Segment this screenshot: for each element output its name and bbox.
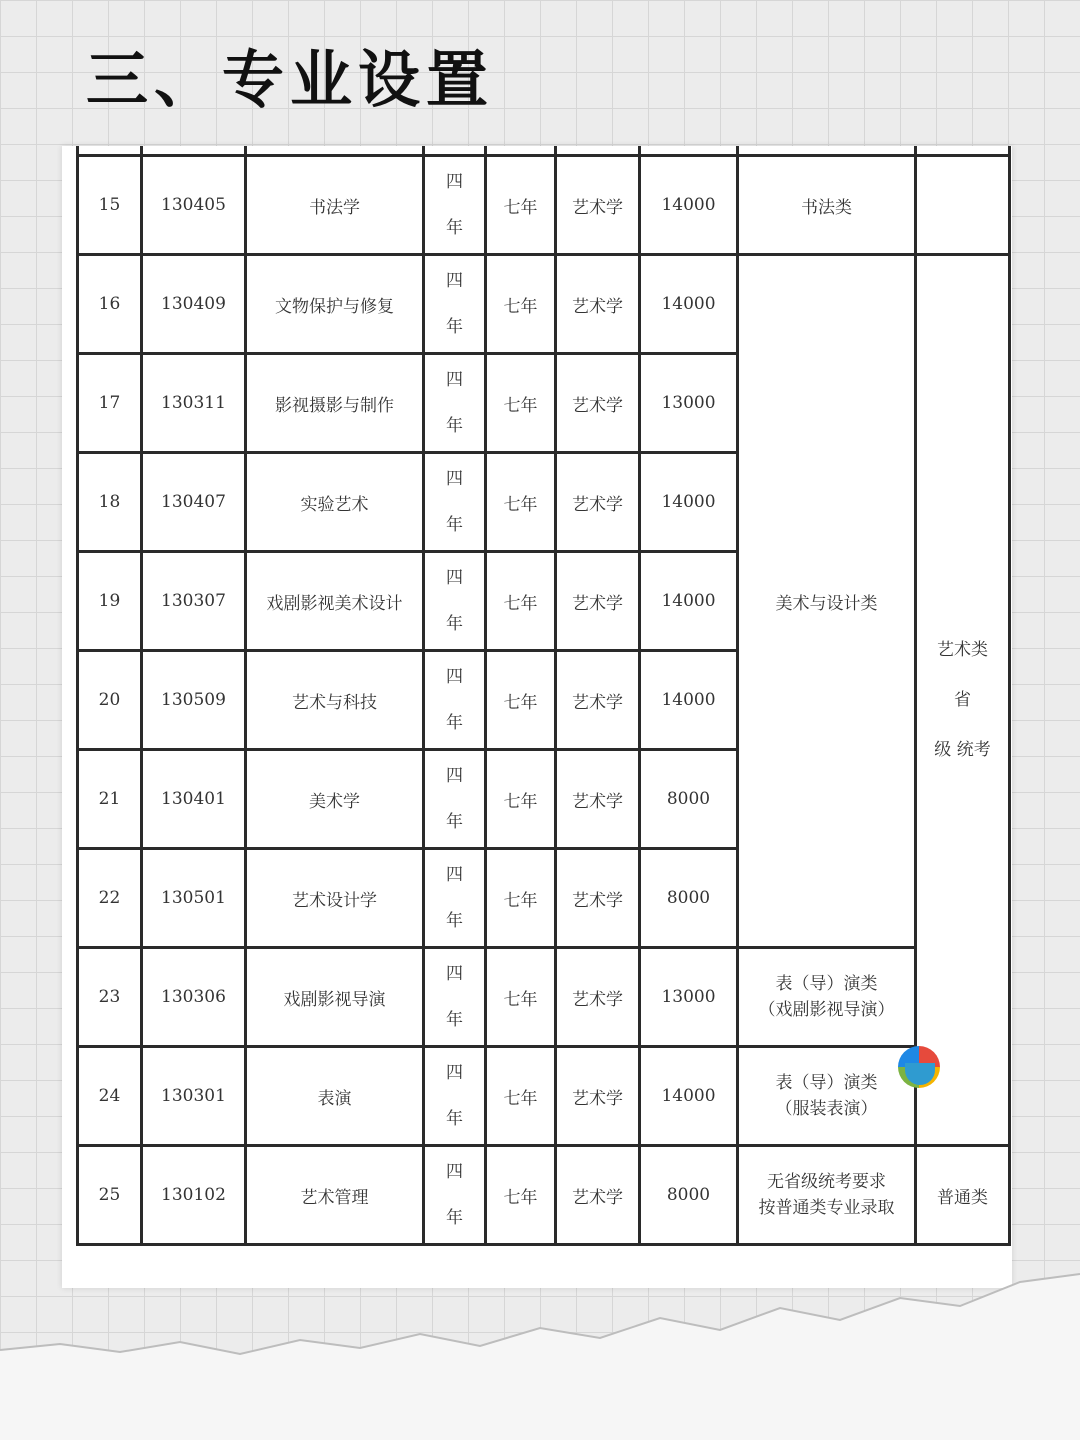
exam-category-line2: （服装表演） [775,1099,878,1119]
degree-length: 七年 [486,849,556,948]
program-type-bottom: 年 [446,812,463,832]
program-type-top: 四 [446,1162,463,1182]
major-name: 文物保护与修复 [246,255,424,354]
program-type-bottom: 年 [446,317,463,337]
major-code: 130501 [142,849,246,948]
discipline-category: 艺术学 [556,1047,640,1146]
tuition-fee: 14000 [640,156,738,255]
exam-category-line2: 按普通类专业录取 [758,1198,895,1218]
major-code: 130401 [142,750,246,849]
row-number: 24 [78,1047,142,1146]
major-name: 实验艺术 [246,453,424,552]
table-body [78,146,1010,1245]
program-type-bottom: 年 [446,1109,463,1129]
major-code: 130301 [142,1047,246,1146]
major-code: 130405 [142,156,246,255]
major-name: 戏剧影视美术设计 [246,552,424,651]
major-name: 艺术管理 [246,1146,424,1245]
program-type-bottom: 年 [446,416,463,436]
row-number: 15 [78,156,142,255]
tuition-fee: 14000 [640,255,738,354]
tuition-fee: 14000 [640,651,738,750]
exam-category-calligraphy: 书法类 [738,156,916,255]
program-type-top: 四 [446,370,463,390]
program-type-top: 四 [446,172,463,192]
row-number: 19 [78,552,142,651]
discipline-category: 艺术学 [556,552,640,651]
exam-category-none [738,1146,916,1245]
row-number: 23 [78,948,142,1047]
program-type [424,1047,486,1146]
discipline-category: 艺术学 [556,255,640,354]
discipline-category: 艺术学 [556,948,640,1047]
major-code: 130407 [142,453,246,552]
major-code: 130306 [142,948,246,1047]
degree-length: 七年 [486,255,556,354]
degree-length: 七年 [486,1146,556,1245]
major-code: 130307 [142,552,246,651]
tuition-fee: 8000 [640,849,738,948]
table-row [78,1146,1010,1245]
program-type [424,255,486,354]
discipline-category: 艺术学 [556,453,640,552]
tuition-fee: 14000 [640,552,738,651]
program-type [424,849,486,948]
degree-length: 七年 [486,354,556,453]
major-name: 影视摄影与制作 [246,354,424,453]
exam-group-art-line2: 省 [954,690,971,710]
degree-length: 七年 [486,453,556,552]
degree-length: 七年 [486,552,556,651]
exam-category-performance [738,1047,916,1146]
major-name: 戏剧影视导演 [246,948,424,1047]
program-type [424,948,486,1047]
program-type-bottom: 年 [446,911,463,931]
program-type-bottom: 年 [446,614,463,634]
row-number: 21 [78,750,142,849]
tuition-fee: 14000 [640,453,738,552]
tuition-fee: 13000 [640,948,738,1047]
major-code: 130509 [142,651,246,750]
program-type-top: 四 [446,766,463,786]
table-row [78,948,1010,1047]
degree-length: 七年 [486,651,556,750]
row-number: 22 [78,849,142,948]
page-title: 三、专业设置 [86,43,495,116]
major-name: 艺术设计学 [246,849,424,948]
exam-category-line1: 无省级统考要求 [767,1172,886,1192]
row-number: 18 [78,453,142,552]
table-stub-row [78,146,1010,156]
exam-group-art-line3: 级 统考 [934,740,991,760]
tuition-fee: 8000 [640,750,738,849]
program-type-bottom: 年 [446,218,463,238]
major-name: 书法学 [246,156,424,255]
discipline-category: 艺术学 [556,750,640,849]
major-code: 130102 [142,1146,246,1245]
program-type-top: 四 [446,469,463,489]
program-type-top: 四 [446,271,463,291]
program-type-top: 四 [446,568,463,588]
group-empty-cell [916,156,1010,255]
exam-category-performance [738,948,916,1047]
program-type [424,156,486,255]
tuition-fee: 8000 [640,1146,738,1245]
degree-length: 七年 [486,1047,556,1146]
program-type-top: 四 [446,964,463,984]
major-name: 艺术与科技 [246,651,424,750]
program-type [424,750,486,849]
program-type [424,1146,486,1245]
table-row [78,1047,1010,1146]
degree-length: 七年 [486,750,556,849]
major-table-sheet [62,146,1012,1288]
program-type-bottom: 年 [446,1208,463,1228]
major-code: 130409 [142,255,246,354]
degree-length: 七年 [486,948,556,1047]
exam-category-line1: 表（导）演类 [775,974,878,994]
table-row [78,156,1010,255]
program-type [424,453,486,552]
exam-group-general: 普通类 [916,1146,1010,1245]
program-type-bottom: 年 [446,713,463,733]
exam-category-art-design: 美术与设计类 [738,255,916,948]
program-type-top: 四 [446,865,463,885]
exam-category-line2: （戏剧影视导演） [758,1000,895,1020]
major-code: 130311 [142,354,246,453]
program-type-top: 四 [446,1063,463,1083]
discipline-category: 艺术学 [556,651,640,750]
row-number: 16 [78,255,142,354]
program-type-bottom: 年 [446,1010,463,1030]
major-name: 美术学 [246,750,424,849]
discipline-category: 艺术学 [556,849,640,948]
program-type-top: 四 [446,667,463,687]
torn-paper-edge [0,1260,1080,1440]
discipline-category: 艺术学 [556,156,640,255]
exam-group-art [916,255,1010,1146]
tuition-fee: 13000 [640,354,738,453]
row-number: 25 [78,1146,142,1245]
degree-length: 七年 [486,156,556,255]
exam-category-line1: 表（导）演类 [775,1073,878,1093]
discipline-category: 艺术学 [556,354,640,453]
program-type [424,651,486,750]
table-row [78,255,1010,354]
exam-group-art-line1: 艺术类 [937,640,988,660]
major-name: 表演 [246,1047,424,1146]
discipline-category: 艺术学 [556,1146,640,1245]
major-table [76,146,1011,1246]
program-type [424,552,486,651]
program-type-bottom: 年 [446,515,463,535]
program-type [424,354,486,453]
tuition-fee: 14000 [640,1047,738,1146]
row-number: 20 [78,651,142,750]
row-number: 17 [78,354,142,453]
